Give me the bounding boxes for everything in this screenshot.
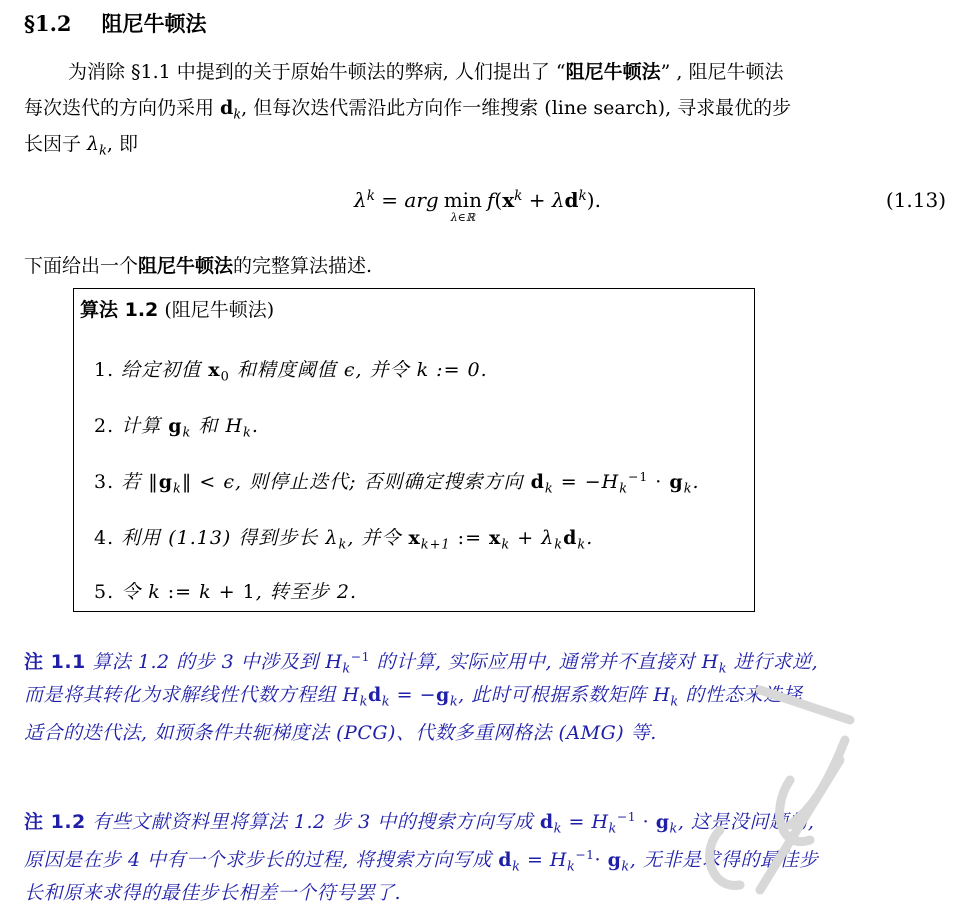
min-operator: min λ∈ℝ	[443, 188, 482, 224]
note-1-1-line-1: 注 1.1 算法 1.2 的步 3 中涉及到 $H_k^{-1}$ 的计算, 实际应用中, 通常并不直接对 $H_k$ 进行求逆,	[24, 650, 819, 677]
lead-sentence: 下面给出一个阻尼牛顿法的完整算法描述.	[24, 255, 373, 277]
intro-paragraph	[24, 54, 946, 162]
equation-1-13	[24, 180, 946, 228]
section-number: §1.2	[24, 10, 72, 36]
section-heading	[24, 6, 207, 40]
algorithm-step-3: 3. 若 $‖g_k‖ < \epsilon$, 则停止迭代; 否则确定搜索方向 $d_k = -H_k^{-1} \cdot g_k$.	[94, 470, 700, 497]
section-title: 阻尼牛顿法	[101, 11, 207, 36]
algorithm-step-4: 4. 利用 (1.13) 得到步长 $\lambda_k$, 并令 $x_{k+1}$ := $x_k + \lambda_kd_k$.	[94, 527, 594, 553]
note-1-2-line-2: 原因是在步 4 中有一个求步长的过程, 将搜索方向写成 $d_k = H_k^{-1}\cdot g_k$, 无非是求得的最佳步	[24, 848, 819, 875]
intro-line-1: 为消除 §1.1 中提到的关于原始牛顿法的弊病, 人们提出了 “阻尼牛顿法” , 阻尼牛顿法	[68, 61, 784, 83]
equation-number: (1.13)	[885, 188, 946, 212]
note-1-2-line-1: 注 1.2 有些文献资料里将算法 1.2 步 3 中的搜索方向写成 $d_k = H_k^{-1} \cdot g_k$, 这是没问题的,	[24, 810, 815, 837]
note-1-2-line-3: 长和原来求得的最佳步长相差一个符号罢了.	[24, 882, 402, 904]
note-1-1-line-3: 适合的迭代法, 如预条件共轭梯度法 (PCG)、代数多重网格法 (AMG) 等.	[24, 722, 657, 744]
intro-line-3: 长因子 $\lambda_k$, 即	[24, 133, 139, 159]
algorithm-title: 算法 1.2 (阻尼牛顿法)	[80, 299, 275, 321]
algorithm-step-5: 5. 令 k := k + 1, 转至步 2.	[94, 581, 358, 603]
algorithm-step-2: 2. 计算 $g_k$ 和 $H_k$.	[94, 415, 259, 441]
equation-formula: λ k = arg min λ∈ℝ f ( x k + λ d k ).	[354, 188, 601, 224]
note-1-2	[24, 798, 954, 912]
term-damped-newton: 阻尼牛顿法	[565, 61, 661, 83]
algorithm-box	[73, 288, 755, 612]
intro-line-2: 每次迭代的方向仍采用 $d_k$, 但每次迭代需沿此方向作一维搜索 (line search), 寻求最优的步	[24, 97, 792, 123]
note-1-1-line-2: 而是将其转化为求解线性代数方程组 $H_kd_k = -g_k$, 此时可根据系数矩阵 $H_k$ 的性态来选择	[24, 684, 803, 710]
algorithm-step-1: 1. 给定初值 $x_0$ 和精度阈值 ϵ, 并令 k := 0.	[94, 359, 488, 385]
note-1-1	[24, 638, 954, 752]
